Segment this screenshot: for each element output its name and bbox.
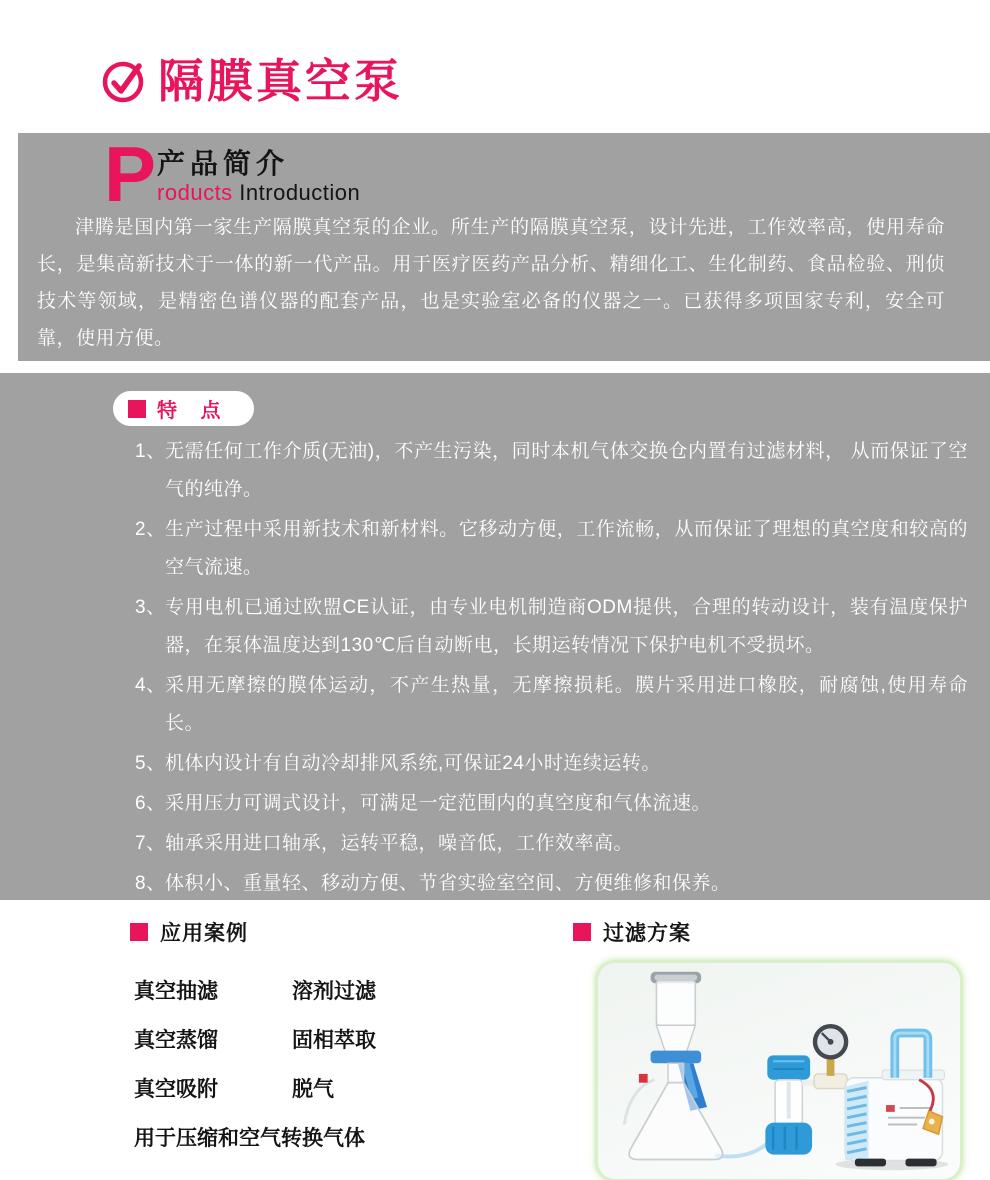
filtration-heading: [573, 917, 973, 947]
feature-number: 2、: [135, 519, 166, 540]
feature-item: [135, 865, 968, 903]
square-bullet-icon: [128, 400, 146, 418]
feature-text: 专用电机已通过欧盟CE认证，由专业电机制造商ODM提供，合理的转动设计，装有温度保护器，在泵体温度达到130℃后自动断电，长期运转情况下保护电机不受损坏。: [165, 597, 968, 656]
feature-item: [135, 667, 968, 743]
intro-section: [18, 130, 990, 361]
intro-heading-en-pink: roducts: [157, 179, 233, 205]
square-bullet-icon: [130, 923, 148, 941]
feature-item: [135, 511, 968, 587]
vacuum-pump-illustration: [598, 963, 960, 1179]
filtration-section: [573, 917, 973, 1180]
check-circle-icon: [101, 58, 147, 104]
feature-text: 轴承采用进口轴承，运转平稳，噪音低，工作效率高。: [165, 833, 634, 854]
features-label-pill: [113, 391, 254, 426]
feature-item: [135, 785, 968, 823]
feature-number: 6、: [135, 793, 166, 814]
feature-text: 机体内设计有自动冷却排风系统,可保证24小时连续运转。: [165, 753, 661, 774]
feature-item: [135, 433, 968, 509]
feature-item: [135, 589, 968, 665]
page-header: [101, 55, 403, 107]
filtration-heading-label: 过滤方案: [603, 922, 691, 945]
features-label: 特 点: [157, 400, 230, 422]
feature-number: 1、: [135, 441, 166, 462]
feature-text: 采用无摩擦的膜体运动，不产生热量，无摩擦损耗。膜片采用进口橡胶，耐腐蚀,使用寿命长。: [165, 675, 968, 734]
application-item-full: 用于压缩和空气转换气体: [134, 1127, 365, 1150]
features-section: [0, 373, 990, 900]
feature-number: 4、: [135, 675, 166, 696]
feature-text: 体积小、重量轻、移动方便、节省实验室空间、方便维修和保养。: [165, 873, 731, 894]
feature-number: 3、: [135, 597, 166, 618]
page-title: 隔膜真空泵: [158, 55, 403, 107]
application-item: 固相萃取: [292, 1029, 376, 1052]
intro-heading-en-black: Introduction: [232, 179, 361, 205]
feature-text: 生产过程中采用新技术和新材料。它移动方便，工作流畅，从而保证了理想的真空度和较高的空气流速。: [165, 519, 968, 578]
application-item: 溶剂过滤: [292, 980, 376, 1003]
applications-heading: [130, 917, 530, 947]
feature-number: 8、: [135, 873, 166, 894]
application-item: 真空吸附: [134, 1078, 218, 1101]
applications-grid: [134, 975, 530, 1103]
intro-heading: [104, 130, 361, 218]
applications-section: [130, 917, 530, 1152]
features-list: [135, 433, 968, 905]
feature-number: 5、: [135, 753, 166, 774]
application-item: 真空蒸馏: [134, 1029, 218, 1052]
applications-heading-label: 应用案例: [160, 922, 248, 945]
feature-item: [135, 745, 968, 783]
feature-item: [135, 825, 968, 863]
application-item: 脱气: [292, 1078, 334, 1101]
intro-heading-text: [157, 143, 360, 205]
feature-text: 采用压力可调式设计，可满足一定范围内的真空度和气体流速。: [165, 793, 712, 814]
filtration-product-image: [595, 960, 963, 1180]
square-bullet-icon: [573, 923, 591, 941]
intro-paragraph: 津腾是国内第一家生产隔膜真空泵的企业。所生产的隔膜真空泵，设计先进，工作效率高，使用寿命长，是集高新技术于一体的新一代产品。用于医疗医药产品分析、精细化工、生化制药、食品检验、刑侦技术等领域，是精密色谱仪器的配套产品，也是实验室必备的仪器之一。已获得多项国家专利，安全可靠，使用方便。: [37, 217, 945, 349]
feature-number: 7、: [135, 833, 166, 854]
application-item: 真空抽滤: [134, 980, 218, 1003]
intro-heading-zh: 产品简介: [157, 148, 290, 179]
intro-big-letter: P: [104, 130, 157, 218]
feature-text: 无需任何工作介质(无油)，不产生污染，同时本机气体交换仓内置有过滤材料， 从而保证了空气的纯净。: [165, 441, 968, 500]
intro-heading-en: [157, 180, 360, 205]
